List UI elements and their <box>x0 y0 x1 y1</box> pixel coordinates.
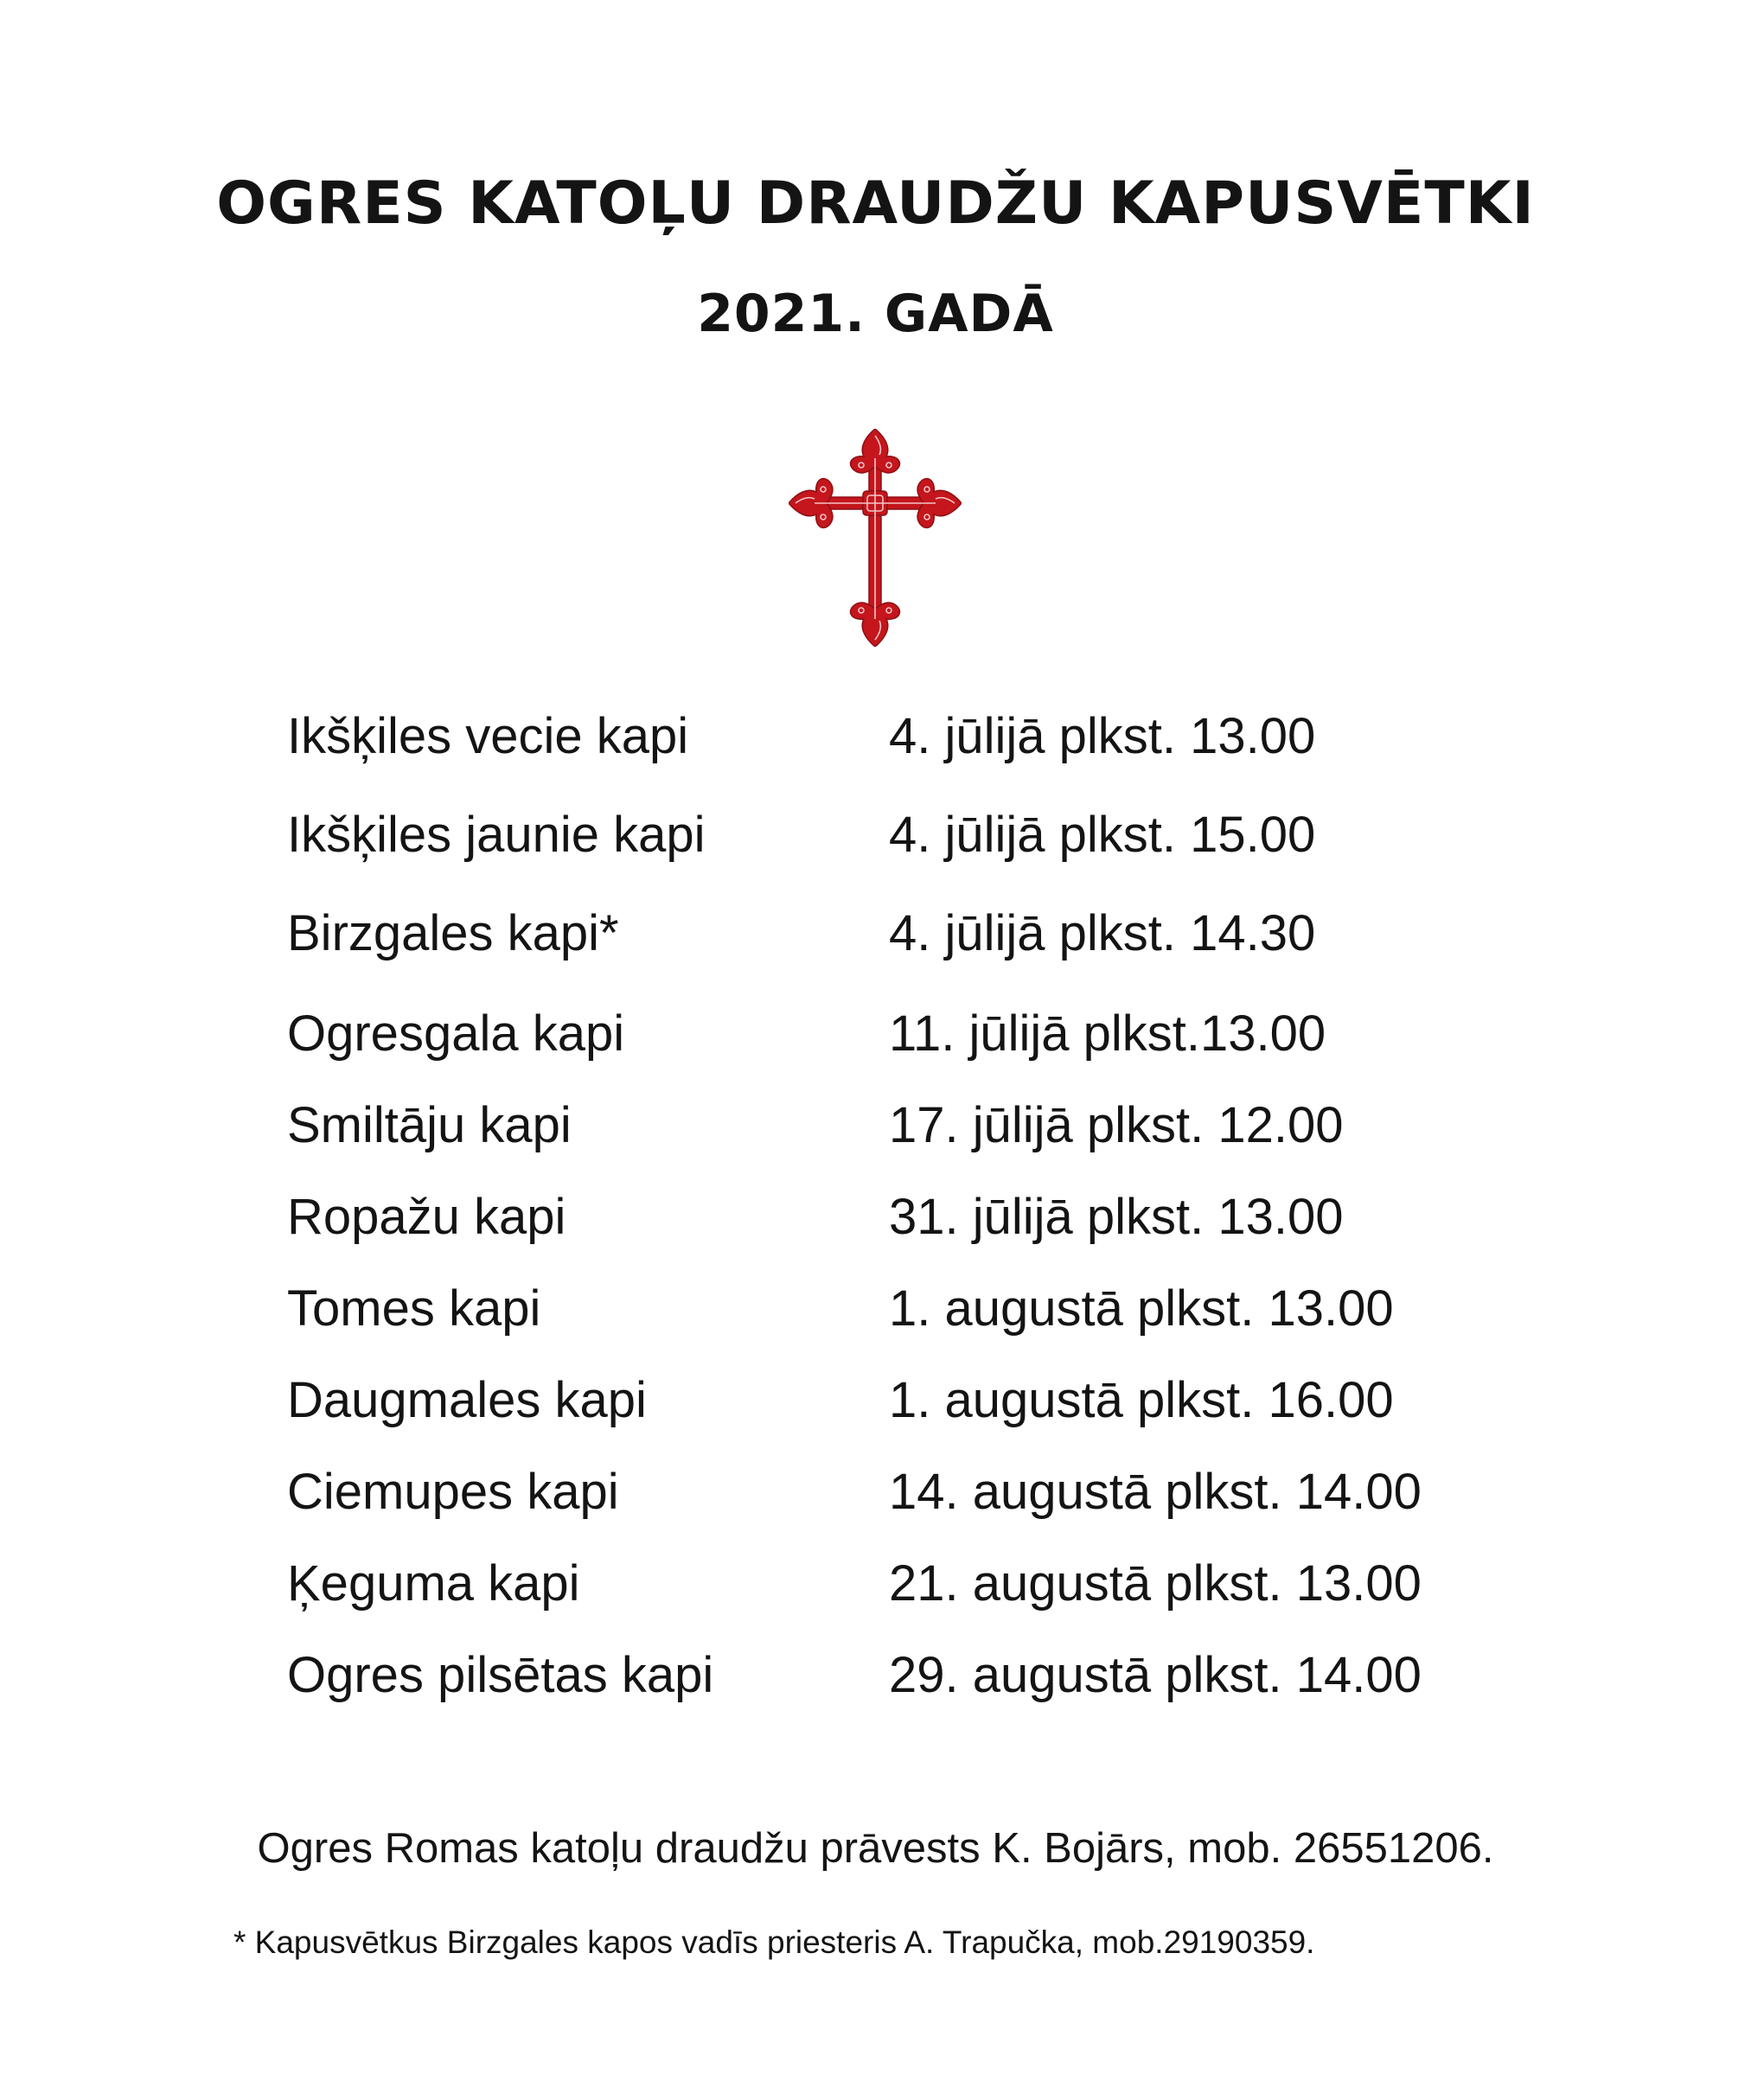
cemetery-name: Tomes kapi <box>287 1280 541 1337</box>
service-datetime: 1. augustā plkst. 16.00 <box>889 1372 1394 1428</box>
service-datetime: 14. augustā plkst. 14.00 <box>889 1464 1422 1520</box>
service-datetime: 11. jūlijā plkst.13.00 <box>889 1005 1326 1062</box>
schedule-row <box>287 1274 1584 1344</box>
schedule-row <box>287 1091 1584 1160</box>
cemetery-name: Smiltāju kapi <box>287 1097 572 1153</box>
schedule-row <box>287 801 1584 870</box>
page-subtitle: 2021. GADĀ <box>697 284 1054 344</box>
cemetery-name: Ciemupes kapi <box>287 1464 619 1520</box>
service-datetime: 31. jūlijā plkst. 13.00 <box>889 1189 1344 1245</box>
schedule-row <box>287 702 1584 771</box>
schedule-row <box>287 1458 1584 1527</box>
cemetery-name: Ropažu kapi <box>287 1189 566 1245</box>
service-datetime: 4. jūlijā plkst. 13.00 <box>889 708 1316 764</box>
service-datetime: 4. jūlijā plkst. 14.30 <box>889 905 1316 961</box>
schedule-row <box>287 999 1584 1069</box>
cemetery-name: Ikšķiles vecie kapi <box>287 708 689 764</box>
cemetery-name: Ikšķiles jaunie kapi <box>287 807 706 863</box>
service-datetime: 1. augustā plkst. 13.00 <box>889 1280 1394 1337</box>
pastor-contact: Ogres Romas katoļu draudžu prāvests K. Bojārs, mob. 26551206. <box>257 1825 1494 1872</box>
schedule-row <box>287 1641 1584 1710</box>
service-datetime: 17. jūlijā plkst. 12.00 <box>889 1097 1344 1153</box>
cemetery-name: Ogresgala kapi <box>287 1005 625 1062</box>
page-title: OGRES KATOĻU DRAUDŽU KAPUSVĒTKI <box>216 169 1535 238</box>
red-cross-icon <box>789 429 962 647</box>
cemetery-name: Daugmales kapi <box>287 1372 647 1428</box>
schedule-row <box>287 1549 1584 1618</box>
schedule-row <box>287 1366 1584 1435</box>
schedule-row <box>287 899 1584 968</box>
service-datetime: 29. augustā plkst. 14.00 <box>889 1647 1422 1703</box>
service-datetime: 21. augustā plkst. 13.00 <box>889 1555 1422 1612</box>
cemetery-name: Birzgales kapi* <box>287 905 619 961</box>
cemetery-name: Ķeguma kapi <box>287 1555 580 1612</box>
service-datetime: 4. jūlijā plkst. 15.00 <box>889 807 1316 863</box>
schedule-row <box>287 1183 1584 1252</box>
cemetery-name: Ogres pilsētas kapi <box>287 1647 714 1703</box>
footnote: * Kapusvētkus Birzgales kapos vadīs priesteris A. Trapučka, mob.29190359. <box>233 1924 1315 1960</box>
